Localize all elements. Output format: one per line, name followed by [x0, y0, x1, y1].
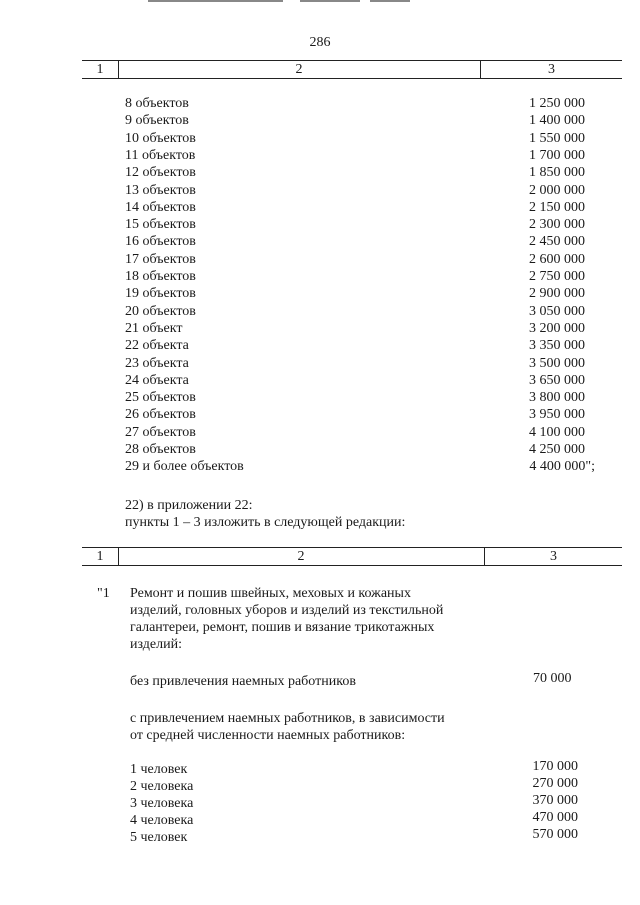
row-label: 2 человека — [130, 779, 194, 794]
top-edge-mark — [370, 0, 410, 2]
table-row — [125, 251, 585, 268]
row-value: 1 850 000 — [529, 165, 585, 181]
with-hired-line: с привлечением наемных работников, в зависимости — [130, 711, 445, 726]
row-value: 2 000 000 — [529, 182, 585, 198]
row-value: 470 000 — [532, 810, 578, 825]
top-edge-mark — [300, 0, 360, 2]
table-row — [125, 285, 585, 302]
row-value: 1 550 000 — [529, 130, 585, 146]
item-title-line: изделий: — [130, 637, 182, 652]
row-value: 3 050 000 — [529, 303, 585, 319]
row-value: 2 750 000 — [529, 269, 585, 284]
row-label: 5 человек — [130, 830, 188, 845]
table-row — [125, 303, 585, 320]
row-value: 1 700 000 — [529, 147, 585, 163]
table-row — [125, 199, 585, 216]
row-label: 1 человек — [130, 762, 188, 777]
row-label: 26 объектов — [125, 407, 196, 423]
table-row — [125, 458, 595, 475]
table-row — [125, 389, 585, 406]
row-value: 2 300 000 — [529, 217, 585, 233]
table-row — [125, 441, 585, 458]
table-row — [125, 372, 585, 389]
row-value: 2 900 000 — [529, 286, 585, 302]
row-label: 17 объектов — [125, 251, 196, 267]
row-label: 28 объектов — [125, 442, 196, 457]
row-label: 24 объекта — [125, 372, 189, 388]
no-hired-value: 70 000 — [533, 671, 572, 686]
row-label: 13 объектов — [125, 182, 196, 198]
row-value: 370 000 — [532, 793, 578, 808]
table-row — [125, 424, 585, 441]
amendment-instruction-line: пункты 1 – 3 изложить в следующей редакции: — [125, 515, 406, 530]
row-label: 18 объектов — [125, 269, 196, 284]
table-row — [125, 320, 585, 337]
table-row — [125, 147, 585, 164]
row-value: 170 000 — [532, 759, 578, 774]
table-row — [125, 130, 585, 147]
row-value: 1 250 000 — [529, 96, 585, 111]
page-number: 286 — [309, 35, 331, 50]
row-value: 4 250 000 — [529, 442, 585, 457]
row-label: 19 объектов — [125, 286, 196, 302]
row-label: 15 объектов — [125, 217, 196, 233]
item-title-line: галантереи, ремонт, пошив и вязание трикотажных — [130, 620, 435, 635]
row-value: 2 150 000 — [529, 199, 585, 215]
row-label: 4 человека — [130, 813, 194, 828]
table-row — [125, 337, 585, 354]
row-label: 8 объектов — [125, 96, 189, 111]
item-title-line: Ремонт и пошив швейных, меховых и кожаных — [130, 586, 411, 601]
table-row — [125, 268, 585, 285]
row-value: 4 400 000"; — [529, 459, 595, 475]
table1-header — [82, 60, 622, 79]
row-label: 16 объектов — [125, 234, 196, 250]
row-label: 14 объектов — [125, 199, 196, 215]
row-value: 3 200 000 — [529, 320, 585, 336]
table1-header-col1: 1 — [96, 62, 104, 77]
row-value: 570 000 — [532, 827, 578, 842]
row-label: 10 объектов — [125, 130, 196, 146]
row-label: 3 человека — [130, 796, 194, 811]
row-label: 21 объект — [125, 320, 183, 336]
row-value: 3 800 000 — [529, 390, 585, 406]
row-label: 20 объектов — [125, 303, 196, 319]
table2-header-col2: 2 — [297, 549, 305, 564]
table2-header-col3: 3 — [550, 549, 557, 564]
table-row — [130, 758, 578, 775]
row-value: 3 350 000 — [529, 338, 585, 354]
row-value: 2 600 000 — [529, 251, 585, 267]
row-value: 3 650 000 — [529, 372, 585, 388]
top-edge-mark — [148, 0, 283, 2]
item-number: "1 — [97, 586, 110, 601]
table-row — [125, 95, 585, 112]
table-row — [130, 792, 578, 809]
row-value: 1 400 000 — [529, 113, 585, 129]
amendment-item-line: 22) в приложении 22: — [125, 498, 253, 513]
row-label: 29 и более объектов — [125, 459, 244, 475]
table1-header-col2: 2 — [295, 62, 303, 77]
row-label: 12 объектов — [125, 165, 196, 181]
row-label: 23 объекта — [125, 355, 189, 371]
row-label: 9 объектов — [125, 113, 189, 129]
table-row — [125, 355, 585, 372]
row-value: 4 100 000 — [529, 424, 585, 440]
row-value: 3 950 000 — [529, 407, 585, 423]
table-row — [130, 826, 578, 843]
table-row — [125, 233, 585, 250]
table-row — [125, 182, 585, 199]
row-value: 3 500 000 — [529, 355, 585, 371]
table2-header-col1: 1 — [96, 549, 104, 564]
item-title-line: изделий, головных уборов и изделий из текстильной — [130, 603, 444, 618]
table-row — [130, 775, 578, 792]
no-hired-label: без привлечения наемных работников — [130, 674, 356, 689]
table-row — [125, 112, 585, 129]
row-value: 270 000 — [532, 776, 578, 791]
table-row — [125, 216, 585, 233]
table-row — [125, 164, 585, 181]
table-row — [130, 809, 578, 826]
row-label: 11 объектов — [125, 147, 196, 163]
table1-header-col3: 3 — [548, 62, 555, 77]
with-hired-line: от средней численности наемных работников: — [130, 728, 406, 743]
row-label: 25 объектов — [125, 390, 196, 406]
row-label: 22 объекта — [125, 338, 189, 354]
row-label: 27 объектов — [125, 424, 196, 440]
row-value: 2 450 000 — [529, 234, 585, 250]
table2-header — [82, 547, 622, 566]
table-row — [125, 406, 585, 423]
